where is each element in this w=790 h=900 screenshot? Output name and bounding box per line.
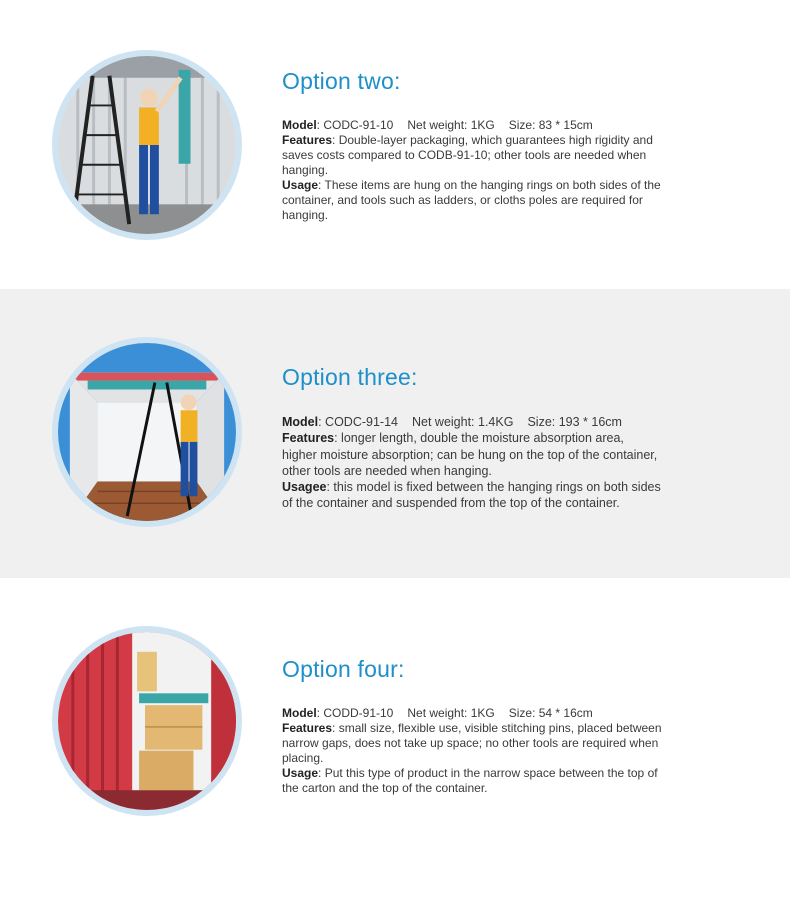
size: Size: 83 * 15cm — [508, 118, 593, 132]
usage-label: Usage — [282, 766, 319, 780]
option-four-usage — [282, 766, 662, 796]
features-text: : longer length, double the moisture absorption area, higher moisture absorption; can be hung on the top of the container, other tools are needed when hanging. — [282, 431, 658, 478]
option-four-illustration — [52, 626, 242, 816]
option-three-illustration — [52, 337, 242, 527]
size: Size: 54 * 16cm — [508, 706, 593, 720]
net-weight: Net weight: 1.4KG — [412, 415, 514, 429]
usage-text: : this model is fixed between the hanging rings on both sides of the container and suspended from the top of the container. — [282, 480, 661, 511]
size: Size: 193 * 16cm — [527, 415, 622, 429]
container-ceiling-hanging-image — [58, 343, 236, 521]
features-label: Features — [282, 721, 333, 735]
usage-text: : Put this type of product in the narrow space between the top of the carton and the top of the container. — [282, 766, 658, 795]
model-value: : CODC-91-14 — [318, 415, 398, 429]
model-value: : CODC-91-10 — [316, 118, 394, 132]
option-two-section — [0, 0, 790, 289]
option-three-features — [282, 430, 662, 479]
option-three-specs — [282, 414, 662, 430]
option-two-illustration — [52, 50, 242, 240]
option-two-specs — [282, 118, 662, 133]
features-text: : small size, flexible use, visible stitching pins, placed between narrow gaps, does not take up space; no other tools are required when placing. — [282, 721, 662, 765]
option-three-usage — [282, 479, 662, 512]
option-four-text — [282, 654, 662, 796]
model-label: Model — [282, 118, 317, 132]
usage-label: Usagee — [282, 480, 327, 495]
model-label: Model — [282, 415, 319, 429]
worker-hanging-desiccant-image — [58, 56, 236, 234]
features-label: Features — [282, 133, 333, 147]
option-two-title: Option two: — [282, 68, 401, 94]
option-four-features — [282, 721, 662, 766]
features-text: : Double-layer packaging, which guarantees high rigidity and saves costs compared to CODB-91-10; other tools are needed when hanging. — [282, 133, 653, 177]
option-three-title: Option three: — [282, 364, 418, 390]
net-weight: Net weight: 1KG — [407, 118, 495, 132]
option-two-features — [282, 133, 662, 178]
model-label: Model — [282, 706, 317, 720]
option-four-title: Option four: — [282, 656, 405, 682]
option-three-text — [282, 362, 662, 512]
option-three-section — [0, 289, 790, 578]
option-four-section — [0, 578, 790, 900]
option-four-specs — [282, 706, 662, 721]
model-value: : CODD-91-10 — [316, 706, 394, 720]
features-label: Features — [282, 431, 335, 446]
usage-label: Usage — [282, 178, 319, 192]
carton-desiccant-image — [58, 632, 236, 810]
option-two-text — [282, 66, 662, 223]
net-weight: Net weight: 1KG — [407, 706, 495, 720]
option-two-usage — [282, 178, 662, 223]
usage-text: : These items are hung on the hanging rings on both sides of the container, and tools such as ladders, or cloths poles are required for hanging. — [282, 178, 661, 222]
